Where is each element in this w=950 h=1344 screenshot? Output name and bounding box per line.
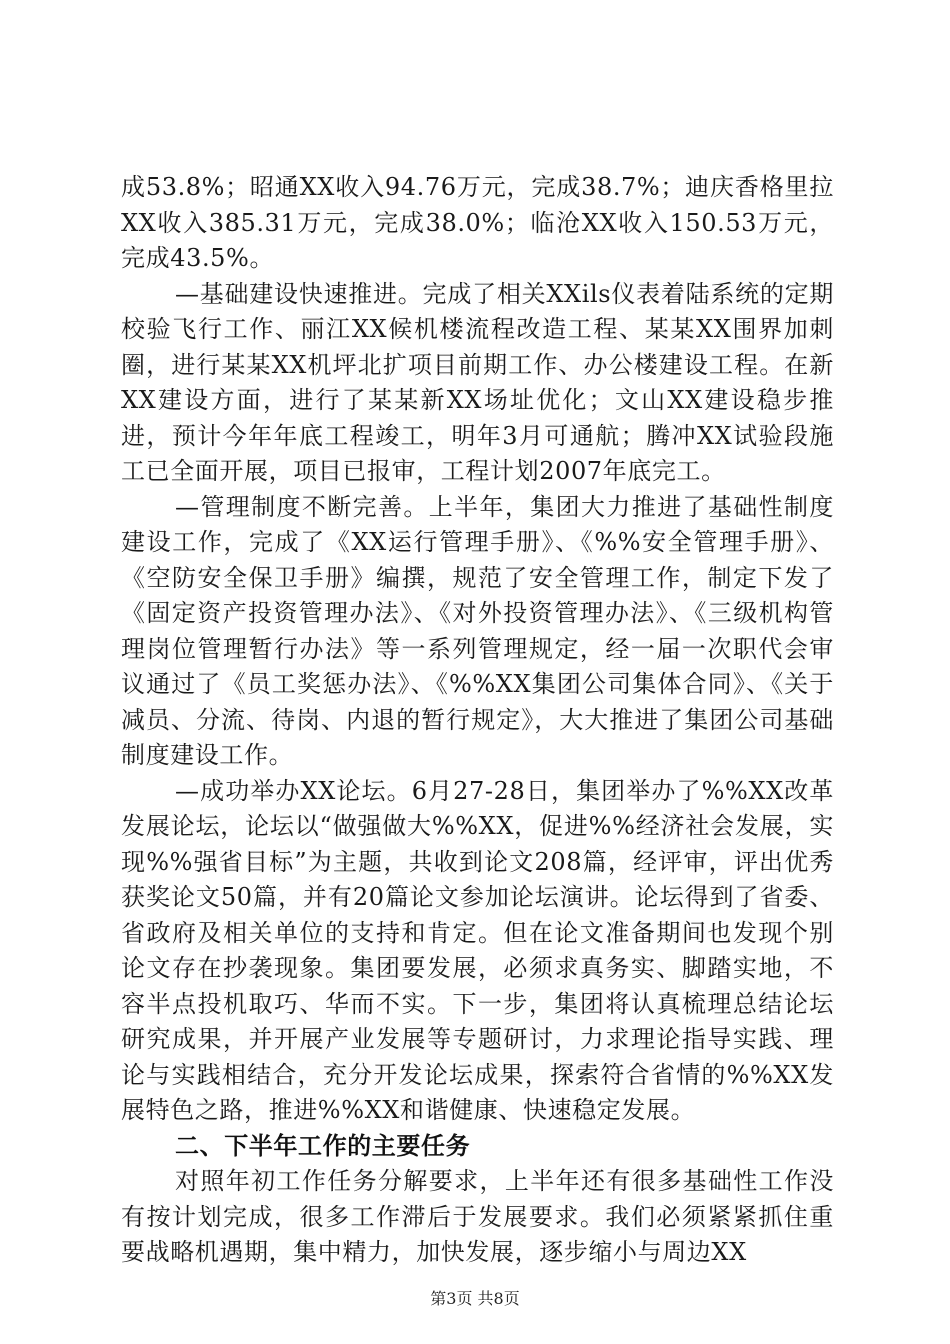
paragraph-second-half-tasks: 对照年初工作任务分解要求，上半年还有很多基础性工作没有按计划完成，很多工作滞后于发展要求。我们必须紧紧抓住重要战略机遇期，集中精力，加快发展，逐步缩小与周边XX <box>121 1167 834 1266</box>
page-number-footer: 第3页 共8页 <box>430 1289 520 1308</box>
paragraph-revenue-summary: 成53.8%；昭通XX收入94.76万元，完成38.7%；迪庆香格里拉XX收入385.31万元，完成38.0%；临沧XX收入150.53万元，完成43.5%。 <box>121 173 834 272</box>
section-heading: 二、下半年工作的主要任务 <box>175 1131 471 1160</box>
document-body <box>121 170 834 1271</box>
paragraph-forum: —成功举办XX论坛。6月27-28日，集团举办了%%XX改革发展论坛，论坛以“做强做大%%XX，促进%%经济社会发展，实现%%强省目标”为主题，共收到论文208篇，经评审，评出优秀获奖论文50篇，并有20篇论文参加论坛演讲。论坛得到了省委、省政府及相关单位的支持和肯定。但在论文准备期间也发现个别论文存在抄袭现象。集团要发展，必须求真务实、脚踏实地，不容半点投机取巧、华而不实。下一步，集团将认真梳理总结论坛研究成果，并开展产业发展等专题研讨，力求理论指导实践、理论与实践相结合，充分开发论坛成果，探索符合省情的%%XX发展特色之路，推进%%XX和谐健康、快速稳定发展。 <box>121 776 834 1124</box>
paragraph-management-system: —管理制度不断完善。上半年，集团大力推进了基础性制度建设工作，完成了《XX运行管理手册》、《%%安全管理手册》、《空防安全保卫手册》编撰，规范了安全管理工作，制定下发了《固定资产投资管理办法》、《对外投资管理办法》、《三级机构管理岗位管理暂行办法》等一系列管理规定，经一届一次职代会审议通过了《员工奖惩办法》、《%%XX集团公司集体合同》、《关于减员、分流、待岗、内退的暂行规定》，大大推进了集团公司基础制度建设工作。 <box>121 492 834 769</box>
paragraph-infrastructure: —基础建设快速推进。完成了相关XXils仪表着陆系统的定期校验飞行工作、丽江XX候机楼流程改造工程、某某XX围界加刺圈，进行某某XX机坪北扩项目前期工作、办公楼建设工程。在新XX建设方面，进行了某某新XX场址优化；文山XX建设稳步推进，预计今年年底工程竣工，明年3月可通航；腾冲XX试验段施工已全面开展，项目已报审，工程计划2007年底完工。 <box>121 279 834 485</box>
